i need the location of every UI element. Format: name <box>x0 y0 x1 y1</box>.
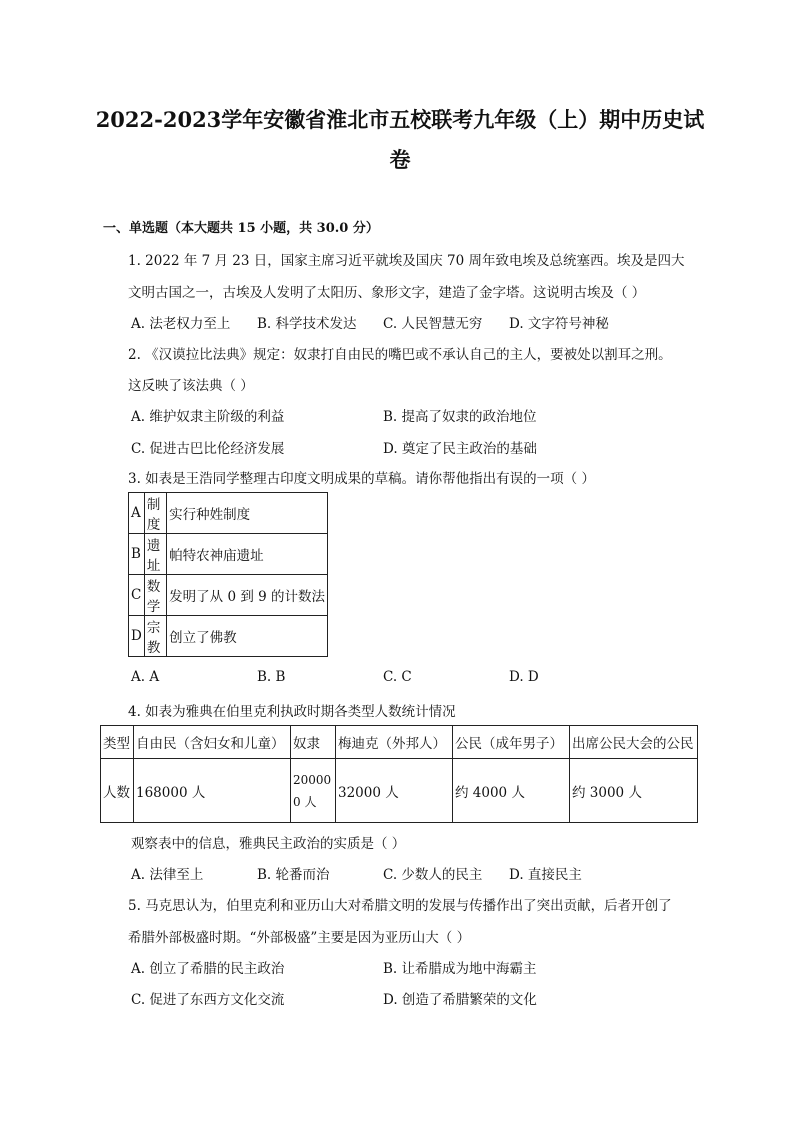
table-cell: 人数 <box>101 759 134 823</box>
q4-option-b[interactable]: B. 轮番而治 <box>257 867 330 883</box>
q3-option-b[interactable]: B. B <box>257 669 286 685</box>
table-cell: 制度 <box>144 493 166 534</box>
table-cell: 实行种姓制度 <box>167 493 328 534</box>
question-1-line-1: 1. 2022 年 7 月 23 日，国家主席习近平就埃及国庆 70 周年致电埃及总统塞西。埃及是四大 <box>128 253 685 269</box>
q3-option-d[interactable]: D. D <box>509 669 539 685</box>
q4-option-c[interactable]: C. 少数人的民主 <box>383 867 483 883</box>
title-line-2: 卷 <box>389 147 411 172</box>
table-row <box>129 616 328 657</box>
table-cell: D <box>129 616 145 657</box>
q5-option-a[interactable]: A. 创立了希腊的民主政治 <box>131 961 285 977</box>
table-row <box>129 534 328 575</box>
table-row <box>129 575 328 616</box>
q2-option-c[interactable]: C. 促进古巴比伦经济发展 <box>131 441 285 457</box>
q5-option-c[interactable]: C. 促进了东西方文化交流 <box>131 992 285 1008</box>
question-4-line-1: 4. 如表为雅典在伯里克利执政时期各类型人数统计情况 <box>128 704 456 720</box>
table-cell: 帕特农神庙遗址 <box>167 534 328 575</box>
table-header-cell: 自由民（含妇女和儿童） <box>134 726 291 759</box>
question-4-line-2: 观察表中的信息，雅典民主政治的实质是（ ） <box>131 836 406 852</box>
india-achievements-table <box>128 492 328 657</box>
table-row <box>101 759 698 823</box>
table-cell: 约 3000 人 <box>570 759 698 823</box>
q3-option-c[interactable]: C. C <box>383 669 412 685</box>
question-5-line-1: 5. 马克思认为，伯里克利和亚历山大对希腊文明的发展与传播作出了突出贡献，后者开创了 <box>128 898 672 914</box>
table-cell: 遗址 <box>144 534 166 575</box>
table-header-cell: 类型 <box>101 726 134 759</box>
table-header-cell: 梅迪克（外邦人） <box>336 726 453 759</box>
table-cell: 200000 人 <box>291 759 336 823</box>
table-cell: 宗教 <box>144 616 166 657</box>
table-cell: 168000 人 <box>134 759 291 823</box>
table-cell: 约 4000 人 <box>453 759 570 823</box>
question-5-line-2: 希腊外部极盛时期。“外部极盛”主要是因为亚历山大（ ） <box>128 930 471 946</box>
table-cell: B <box>129 534 145 575</box>
q1-option-d[interactable]: D. 文字符号神秘 <box>509 316 609 332</box>
exam-title <box>95 100 705 180</box>
table-cell: A <box>129 493 145 534</box>
q5-option-d[interactable]: D. 创造了希腊繁荣的文化 <box>383 992 537 1008</box>
question-1-line-2: 文明古国之一，古埃及人发明了太阳历、象形文字，建造了金字塔。这说明古埃及（ ） <box>128 285 646 301</box>
q2-option-b[interactable]: B. 提高了奴隶的政治地位 <box>383 409 537 425</box>
table-header-cell: 出席公民大会的公民 <box>570 726 698 759</box>
table-header-row <box>101 726 698 759</box>
question-3-line-1: 3. 如表是王浩同学整理古印度文明成果的草稿。请你帮他指出有误的一项（ ） <box>128 471 595 487</box>
title-line-1: 2022-2023学年安徽省淮北市五校联考九年级（上）期中历史试 <box>95 107 705 132</box>
q4-option-a[interactable]: A. 法律至上 <box>131 867 204 883</box>
table-cell: 32000 人 <box>336 759 453 823</box>
section-header: 一、单选题（本大题共 15 小题，共 30.0 分） <box>103 221 379 236</box>
q5-option-b[interactable]: B. 让希腊成为地中海霸主 <box>383 961 537 977</box>
table-row <box>129 493 328 534</box>
athens-population-table <box>100 725 698 823</box>
q2-option-a[interactable]: A. 维护奴隶主阶级的利益 <box>131 409 285 425</box>
table-cell: 数学 <box>144 575 166 616</box>
table-cell: C <box>129 575 145 616</box>
q1-option-b[interactable]: B. 科学技术发达 <box>257 316 357 332</box>
q3-option-a[interactable]: A. A <box>131 669 160 685</box>
table-header-cell: 奴隶 <box>291 726 336 759</box>
table-cell: 创立了佛教 <box>167 616 328 657</box>
table-header-cell: 公民（成年男子） <box>453 726 570 759</box>
q1-option-a[interactable]: A. 法老权力至上 <box>131 316 231 332</box>
question-2-line-1: 2. 《汉谟拉比法典》规定：奴隶打自由民的嘴巴或不承认自己的主人，要被处以割耳之刑。 <box>128 347 672 363</box>
table-cell: 发明了从 0 到 9 的计数法 <box>167 575 328 616</box>
q2-option-d[interactable]: D. 奠定了民主政治的基础 <box>383 441 537 457</box>
q4-option-d[interactable]: D. 直接民主 <box>509 867 582 883</box>
question-2-line-2: 这反映了该法典（ ） <box>128 378 254 394</box>
q1-option-c[interactable]: C. 人民智慧无穷 <box>383 316 483 332</box>
